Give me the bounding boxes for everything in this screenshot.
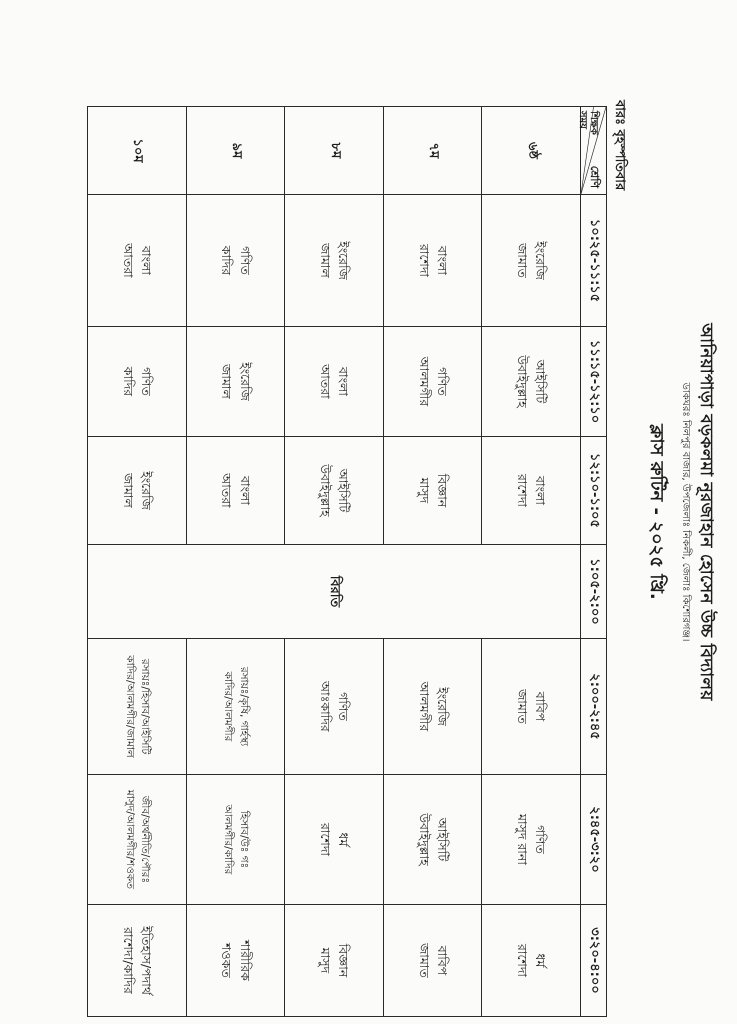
- teacher-text: রাশেদা: [416, 243, 432, 278]
- period-cell: [482, 195, 581, 327]
- teacher-text: উবাইদুল্লাহ: [416, 813, 432, 866]
- subject-text: ইংরেজি: [533, 241, 549, 280]
- routine-title: ক্লাস রুটিন - ২০২৫ খ্রি.: [646, 424, 667, 600]
- subject-text: গণিত: [237, 246, 253, 275]
- subject-text: আইসিটি: [434, 817, 450, 862]
- teacher-text: রাশেদা: [515, 473, 531, 508]
- period-cell: [285, 639, 384, 775]
- teacher-text: আতরা: [219, 473, 235, 508]
- subject-text: হিসাব/উঃ গঃ: [237, 810, 250, 869]
- period-cell: [285, 437, 384, 545]
- teacher-text: আলমগীর/কাদির: [222, 804, 235, 875]
- time-slot-header: ২:০০-২:৪৫: [581, 639, 607, 775]
- teacher-text: আঃকাদির: [318, 681, 334, 732]
- time-slot-header: ৩:২০-৪:০০: [581, 905, 607, 1017]
- period-cell: [383, 437, 482, 545]
- period-cell: [482, 639, 581, 775]
- teacher-text: কাদির/আলমগীর/জামাল: [123, 655, 136, 758]
- teacher-text: কাদির: [219, 245, 235, 276]
- subject-text: বাংলা: [336, 367, 352, 396]
- subject-text: জীব/অর্থনীতি/পৌরঃ: [139, 795, 152, 884]
- period-cell: [88, 905, 187, 1017]
- time-slot-header: ২:৪৫-৩:২০: [581, 775, 607, 905]
- subject-text: ধর্ম: [336, 832, 352, 847]
- subject-text: ইংরেজি: [138, 471, 154, 510]
- period-cell: [285, 195, 384, 327]
- time-header-row: [581, 107, 607, 1017]
- school-address: ডাকঘরঃ নিলপুর বাজার, উপজেলাঃ নিকলী, জেলাঃ কিশোরগঞ্জ।: [680, 382, 691, 642]
- class-name-cell: ৭ম: [383, 107, 482, 195]
- subject-text: বিজ্ঞান: [434, 473, 450, 508]
- period-cell: [482, 905, 581, 1017]
- time-slot-header: ১২:১০-১:০৫: [581, 437, 607, 545]
- subject-text: বাংলা: [237, 476, 253, 505]
- subject-text: ইংরেজি: [434, 687, 450, 726]
- subject-text: গণিত: [336, 692, 352, 721]
- period-cell: [383, 775, 482, 905]
- period-cell: [88, 327, 187, 437]
- period-cell: [186, 437, 285, 545]
- teacher-text: মাসুদ/আলমগীর/শওকত: [123, 789, 136, 890]
- teacher-text: মাসুদ: [318, 947, 334, 974]
- period-cell: [383, 639, 482, 775]
- teacher-text: উবাইদুল্লাহ: [318, 464, 334, 517]
- teacher-text: উবাইদুল্লাহ: [515, 355, 531, 408]
- period-cell: [88, 195, 187, 327]
- subject-text: গণিত: [533, 825, 549, 854]
- period-cell: [186, 905, 285, 1017]
- subject-text: বাবিপ: [434, 945, 450, 976]
- period-cell: [186, 195, 285, 327]
- period-cell: [285, 327, 384, 437]
- teacher-text: মাসুদ রানা: [515, 814, 531, 865]
- subject-text: আইসিটি: [336, 468, 352, 513]
- subject-text: আইসিটি: [533, 359, 549, 404]
- period-cell: [88, 775, 187, 905]
- teacher-text: আতরা: [318, 364, 334, 399]
- period-cell: [285, 905, 384, 1017]
- time-slot-header: ১১:১৫-১২:১০: [581, 327, 607, 437]
- subject-text: ইতিহাস/পদার্থ: [138, 926, 154, 995]
- teacher-text: কাদির/আলমগীর: [222, 671, 235, 742]
- period-cell: [88, 437, 187, 545]
- period-cell: [482, 327, 581, 437]
- period-cell: [186, 639, 285, 775]
- teacher-text: জামাল: [219, 364, 235, 399]
- break-cell: বিরতি: [88, 545, 581, 639]
- corner-time-label: সময়: [577, 111, 588, 130]
- subject-text: শারীরিক: [237, 940, 253, 981]
- teacher-text: শওকত: [219, 943, 235, 978]
- class-name-cell: ৬ষ্ঠ: [482, 107, 581, 195]
- class-name-cell: ৯ম: [186, 107, 285, 195]
- teacher-text: কাদির: [120, 366, 136, 397]
- teacher-text: জামাত: [515, 689, 531, 724]
- teacher-text: রাশেদা: [318, 822, 334, 857]
- time-slot-header: ১০:২৫-১১:১৫: [581, 195, 607, 327]
- period-cell: [88, 639, 187, 775]
- period-cell: [383, 905, 482, 1017]
- corner-teacher-label: শিক্ষক: [588, 111, 599, 135]
- subject-text: গণিত: [138, 367, 154, 396]
- corner-class-label: শ্রেণি: [588, 165, 601, 188]
- subject-text: বাবিপ: [533, 691, 549, 722]
- class-name-cell: ৮ম: [285, 107, 384, 195]
- routine-table: [87, 106, 607, 1017]
- subject-text: রসায়ঃ/হিসাব/আইসিটি: [139, 658, 152, 755]
- teacher-text: রাশেদা: [515, 943, 531, 978]
- period-cell: [482, 775, 581, 905]
- subject-text: ধর্ম: [533, 953, 549, 968]
- school-name: আনিয়াপাড়া বড়কলমা নূরজাহান হোসেন উচ্চ বিদ্যালয়: [696, 323, 716, 701]
- teacher-text: আলমগীর: [416, 681, 432, 732]
- subject-text: ইংরেজি: [336, 241, 352, 280]
- day-label: বারঃ বৃহস্পতিবার: [612, 100, 627, 191]
- period-cell: [186, 327, 285, 437]
- teacher-text: জামাত: [416, 943, 432, 978]
- teacher-text: আতরা: [120, 243, 136, 278]
- subject-text: গণিত: [434, 367, 450, 396]
- teacher-text: জামাল: [318, 243, 334, 278]
- period-cell: [383, 195, 482, 327]
- period-cell: [285, 775, 384, 905]
- subject-text: বাংলা: [434, 246, 450, 275]
- table-row: [482, 107, 581, 1017]
- teacher-text: আলমগীর: [416, 356, 432, 407]
- subject-text: ইংরেজি: [237, 362, 253, 401]
- class-name-cell: ১০ম: [88, 107, 187, 195]
- teacher-text: মাসুদ: [416, 477, 432, 504]
- period-cell: [383, 327, 482, 437]
- subject-text: বাংলা: [138, 246, 154, 275]
- teacher-text: জামাল: [120, 473, 136, 508]
- period-cell: [482, 437, 581, 545]
- subject-text: বিজ্ঞান: [336, 943, 352, 978]
- subject-text: রসায়ঃ/কৃষি, গার্হস্থ্য: [237, 666, 250, 747]
- teacher-text: জামাত: [515, 243, 531, 278]
- corner-cell: [577, 107, 607, 195]
- time-slot-header: ১:০৫-২:০০: [581, 545, 607, 639]
- teacher-text: রাশেদা/কাদির: [120, 927, 136, 994]
- subject-text: বাংলা: [533, 476, 549, 505]
- period-cell: [186, 775, 285, 905]
